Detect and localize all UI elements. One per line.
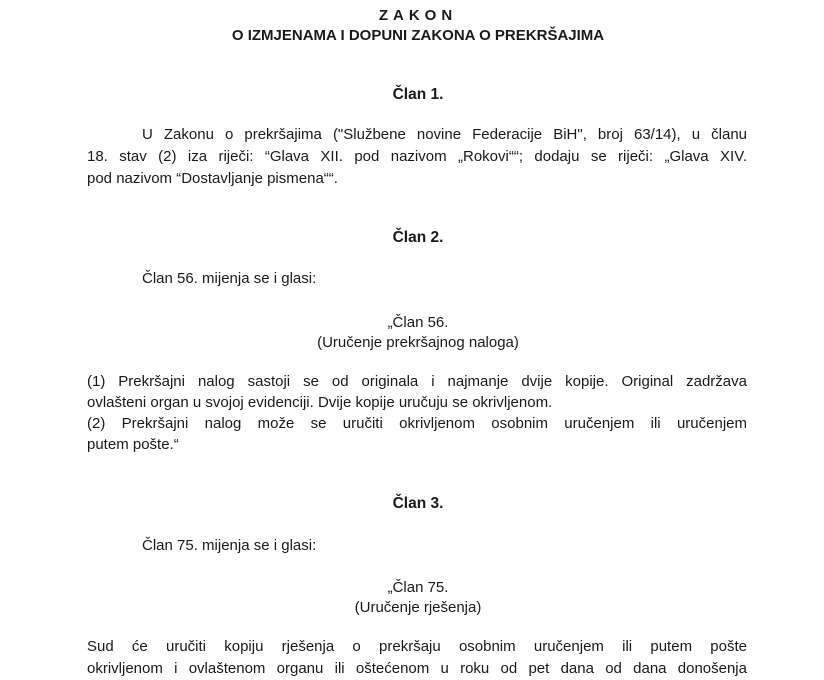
article-1-line-1: U Zakonu o prekršajima ("Službene novine Federacije BiH", broj 63/14), u članu bbox=[142, 126, 747, 143]
article-2-quoted-heading: „Član 56. bbox=[387, 314, 449, 331]
article-2-quoted-subtitle: (Uručenje prekršajnog naloga) bbox=[317, 334, 519, 351]
article-3-line-1: Sud će uručiti kopiju rješenja o prekršaju osobnim uručenjem ili putem pošte bbox=[87, 638, 747, 655]
article-1-line-3: pod nazivom “Dostavljanje pismena““. bbox=[87, 170, 338, 187]
article-2-line-2: ovlašteni organ u svojoj evidenciji. Dvije kopije uručuju se okrivljenom. bbox=[87, 394, 553, 411]
article-1-line-2: 18. stav (2) iza riječi: “Glava XII. pod nazivom „Rokovi““; dodaju se riječi: „Glava XIV. bbox=[87, 148, 747, 165]
article-2-body bbox=[87, 371, 747, 455]
article-3-quoted-subtitle: (Uručenje rješenja) bbox=[354, 599, 482, 616]
article-2-intro: Član 56. mijenja se i glasi: bbox=[142, 270, 317, 287]
document-subtitle: O IZMJENAMA I DOPUNI ZAKONA O PREKRŠAJIMA bbox=[231, 27, 605, 44]
article-2-heading: Član 2. bbox=[392, 229, 444, 246]
article-2-line-4: putem pošte.“ bbox=[87, 436, 179, 453]
article-3-body bbox=[87, 636, 747, 680]
article-1-body bbox=[87, 124, 747, 190]
document-title: ZAKON bbox=[378, 7, 458, 24]
article-2-line-3: (2) Prekršajni nalog može se uručiti okrivljenom osobnim uručenjem ili uručenjem bbox=[87, 415, 747, 432]
article-2-line-1: (1) Prekršajni nalog sastoji se od originala i najmanje dvije kopije. Original zadržava bbox=[87, 373, 747, 390]
article-1-heading: Član 1. bbox=[392, 86, 444, 103]
article-3-quoted-heading: „Član 75. bbox=[387, 579, 449, 596]
article-3-heading: Član 3. bbox=[392, 495, 444, 512]
article-3-intro: Član 75. mijenja se i glasi: bbox=[142, 537, 317, 554]
article-3-line-2: okrivljenom i ovlaštenom organu ili oštećenom u roku od pet dana od dana donošenja bbox=[87, 660, 747, 677]
